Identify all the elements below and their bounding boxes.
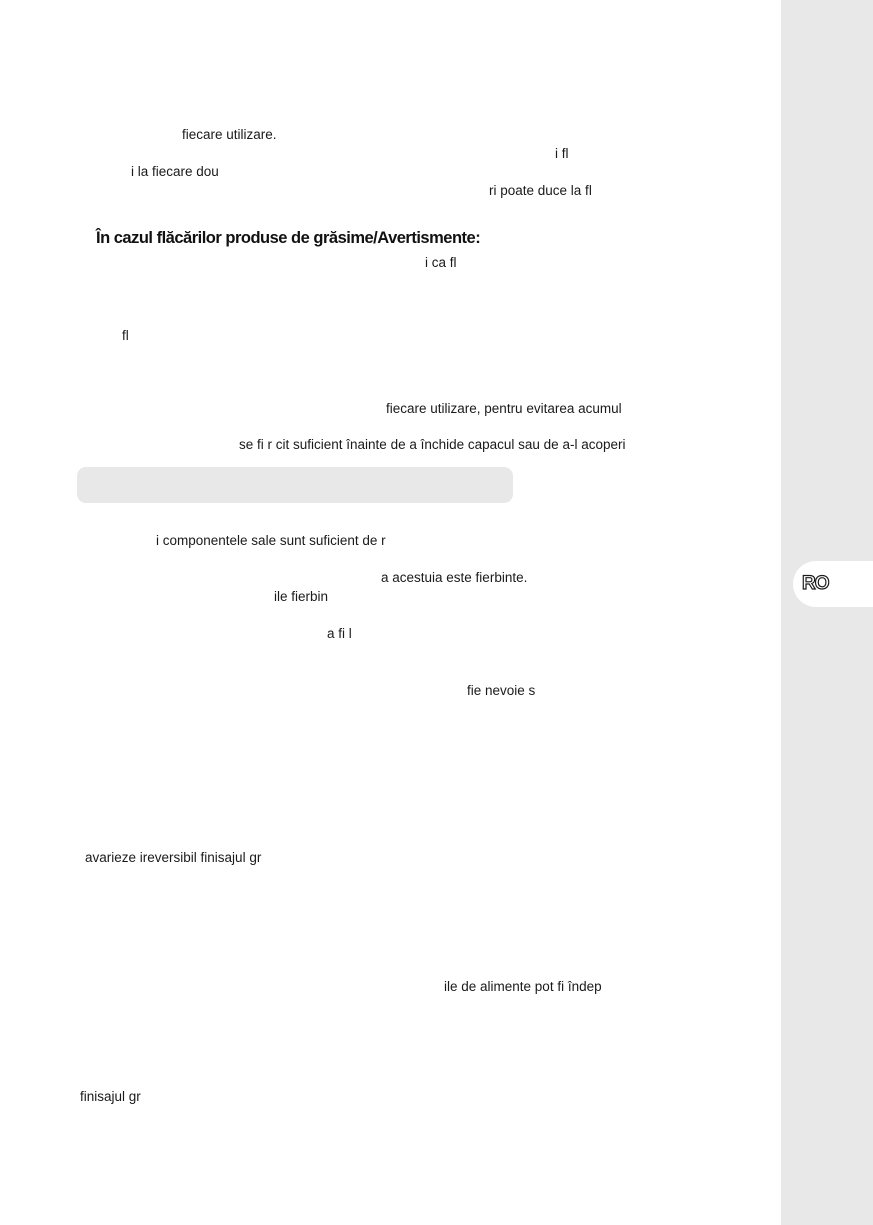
text-fragment: avarieze ireversibil finisajul gr: [85, 850, 262, 865]
highlight-bar: [77, 467, 513, 503]
text-fragment: fie nevoie s: [467, 683, 536, 698]
side-margin-bar: [781, 0, 873, 1225]
text-fragment: a acestuia este fierbinte.: [381, 570, 528, 585]
text-fragment: i fl: [555, 146, 569, 161]
text-fragment: a fi l: [327, 626, 352, 641]
text-fragment: i componentele sale sunt suficient de r: [156, 533, 386, 548]
text-fragment: finisajul gr: [80, 1089, 141, 1104]
text-fragment: i ca fl: [425, 255, 457, 270]
text-fragment: fiecare utilizare.: [182, 127, 277, 142]
text-fragment: fl: [122, 328, 129, 343]
language-label: RO: [802, 573, 829, 594]
section-heading: În cazul flăcărilor produse de grăsime/Avertismente:: [96, 229, 481, 247]
text-fragment: ile fierbin: [274, 589, 329, 604]
text-fragment: ri poate duce la fl: [489, 183, 592, 198]
text-fragment: ile de alimente pot fi îndep: [444, 979, 602, 994]
text-fragment: fiecare utilizare, pentru evitarea acumul: [386, 401, 622, 416]
text-fragment: se fi r cit suficient înainte de a închide capacul sau de a-l acoperi: [239, 437, 626, 452]
text-fragment: i la fiecare dou: [131, 164, 219, 179]
